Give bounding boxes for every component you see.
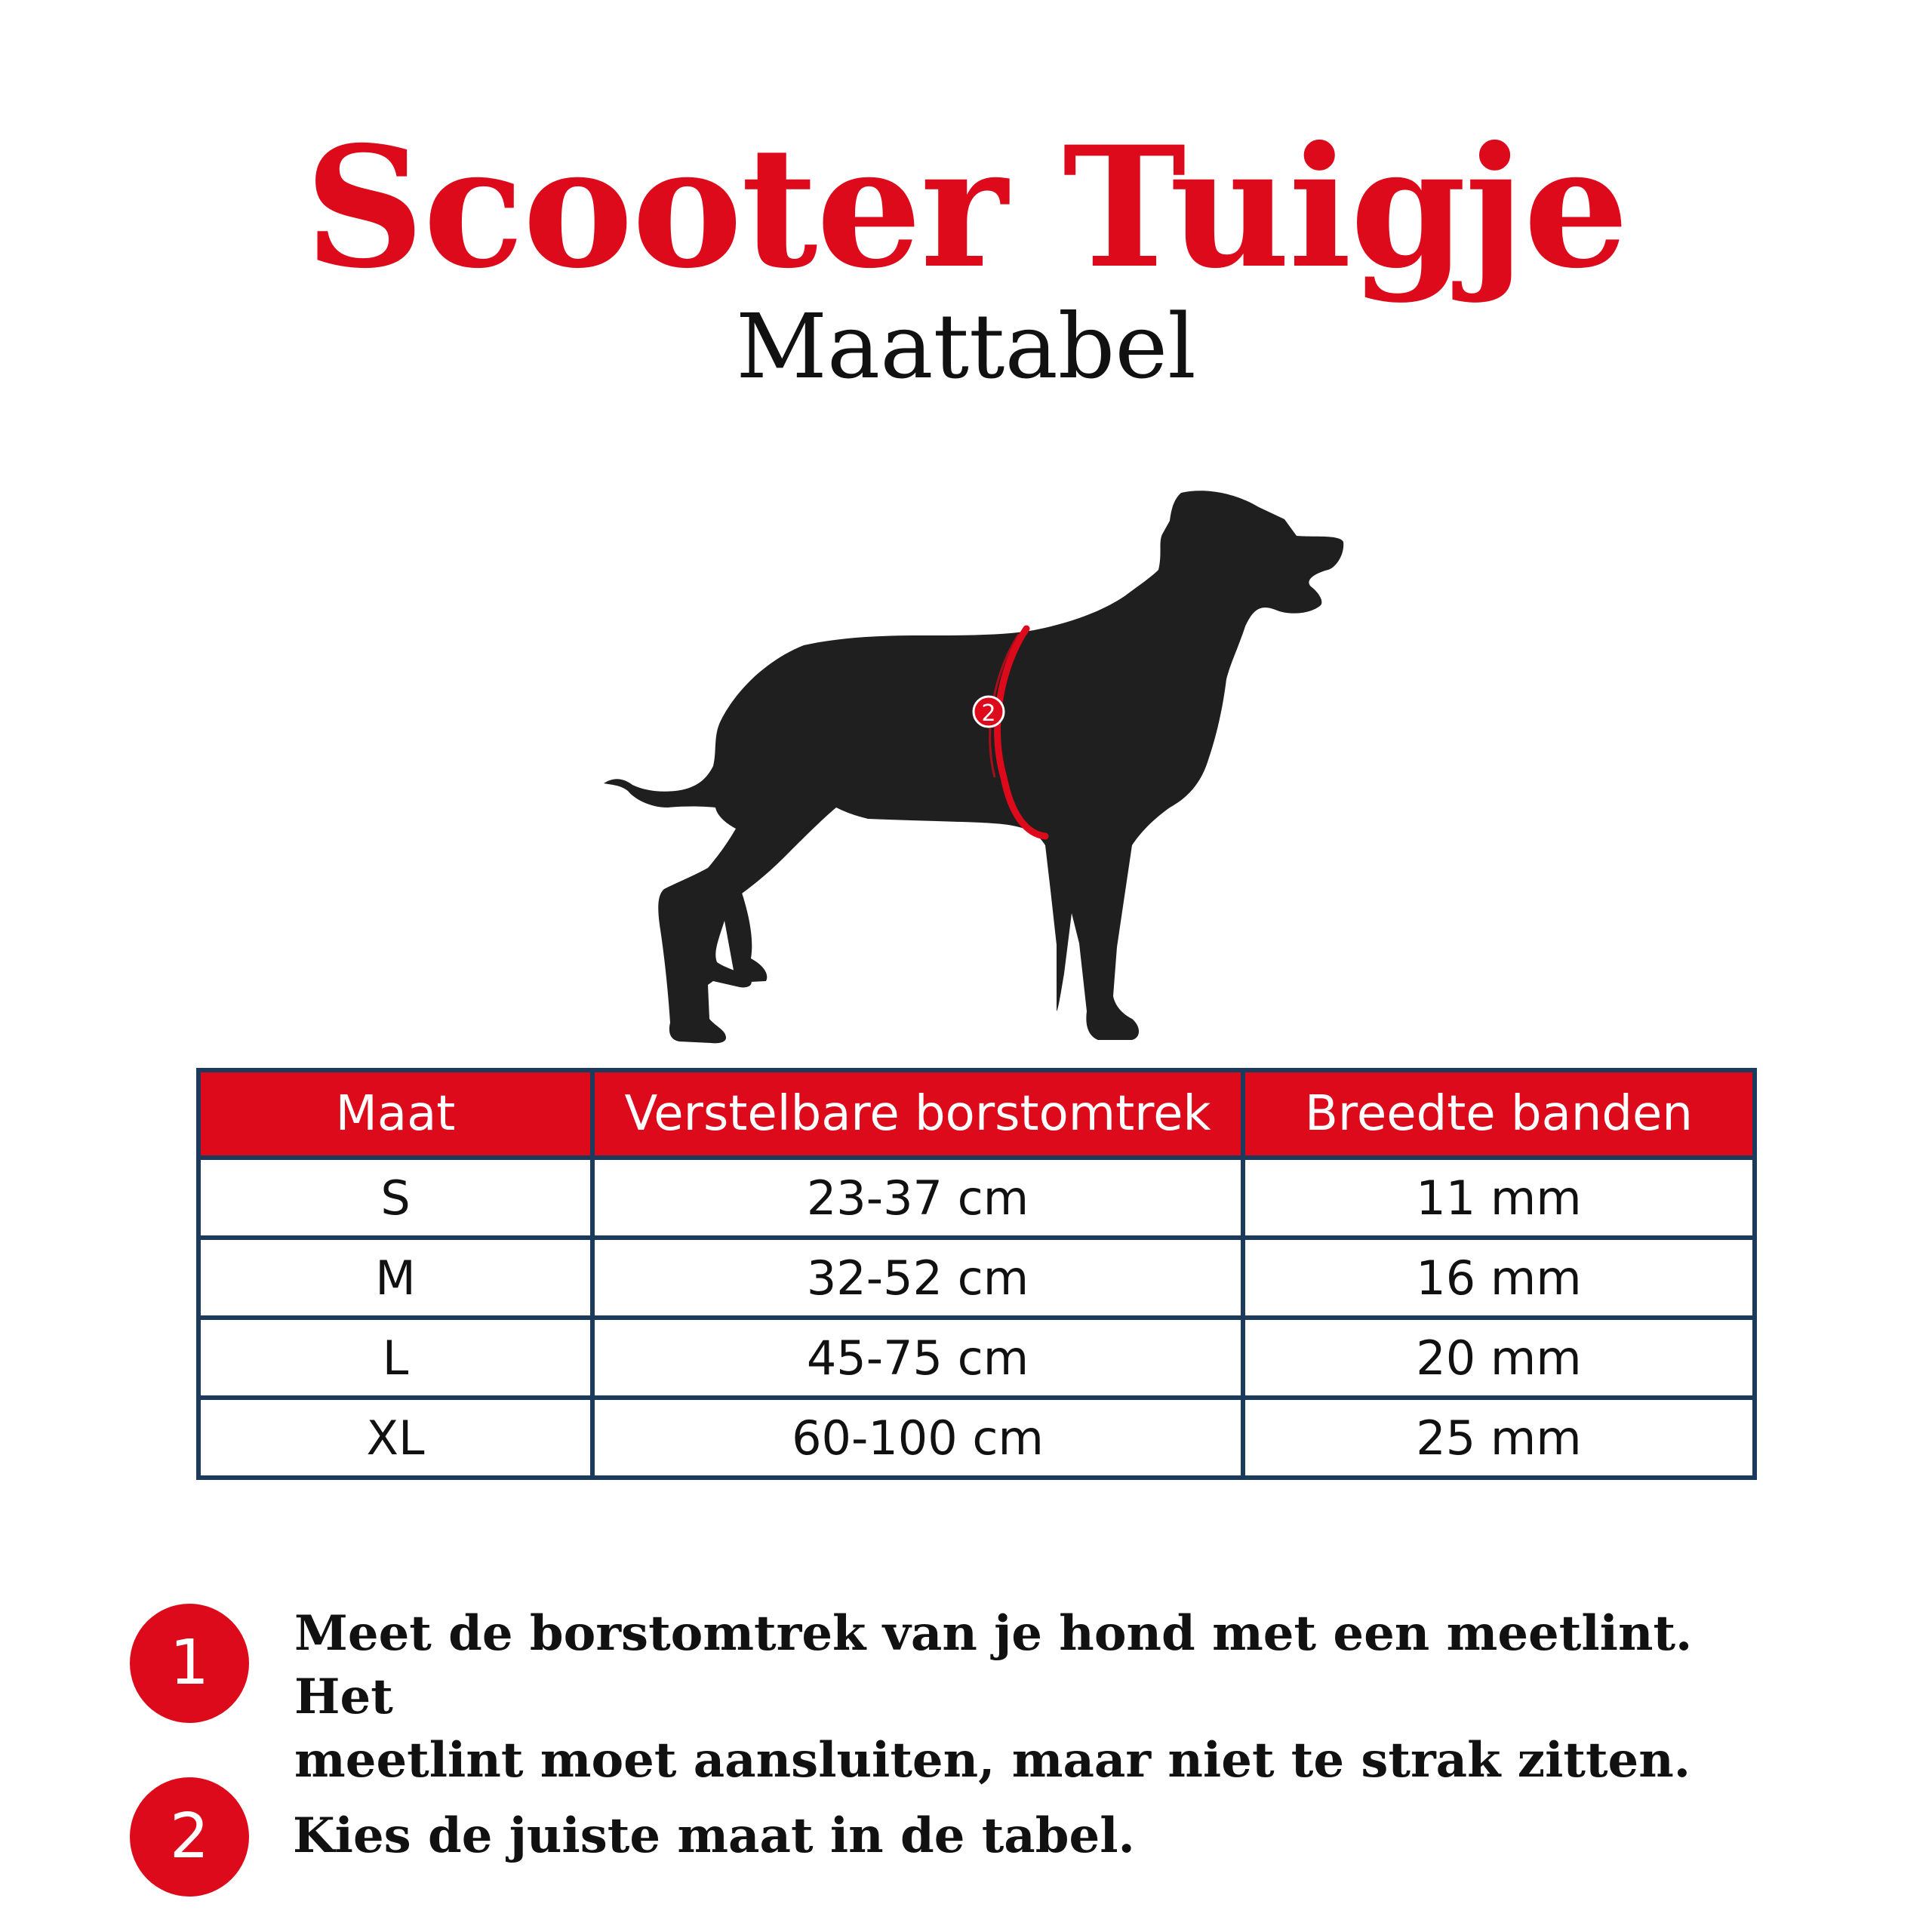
step-number-badge: 2	[130, 1777, 249, 1897]
step-text-line: Meet de borstomtrek van je hond met een meetlint. Het	[294, 1605, 1693, 1725]
chest-marker-label: 2	[981, 700, 996, 727]
size-table	[196, 1068, 1757, 1480]
cell-size: XL	[198, 1398, 592, 1478]
dog-silhouette	[604, 491, 1343, 1043]
cell-strap-width: 16 mm	[1243, 1238, 1755, 1318]
table-row	[198, 1238, 1755, 1318]
header-chest-girth: Verstelbare borstomtrek	[592, 1070, 1243, 1158]
dog-illustration	[596, 475, 1358, 1057]
cell-chest-girth: 32-52 cm	[592, 1238, 1243, 1318]
page-title: Scooter Tuigje	[304, 109, 1628, 305]
cell-chest-girth: 60-100 cm	[592, 1398, 1243, 1478]
cell-chest-girth: 45-75 cm	[592, 1318, 1243, 1398]
cell-strap-width: 25 mm	[1243, 1398, 1755, 1478]
table-row	[198, 1158, 1755, 1238]
step-text-line: Kies de juiste maat in de tabel.	[293, 1807, 1135, 1864]
table-row	[198, 1398, 1755, 1478]
header-strap-width: Breedte banden	[1243, 1070, 1755, 1158]
cell-strap-width: 11 mm	[1243, 1158, 1755, 1238]
cell-size: M	[198, 1238, 592, 1318]
header-size: Maat	[198, 1070, 592, 1158]
cell-strap-width: 20 mm	[1243, 1318, 1755, 1398]
step-text-line: meetlint moet aansluiten, maar niet te strak zitten.	[294, 1732, 1691, 1789]
step-text	[293, 1804, 1787, 1868]
table-row	[198, 1318, 1755, 1398]
step-number-badge: 1	[130, 1604, 249, 1723]
table-header-row	[198, 1070, 1755, 1158]
page-subtitle: Maattabel	[736, 294, 1196, 398]
step-text	[294, 1602, 1789, 1792]
cell-size: L	[198, 1318, 592, 1398]
cell-chest-girth: 23-37 cm	[592, 1158, 1243, 1238]
cell-size: S	[198, 1158, 592, 1238]
